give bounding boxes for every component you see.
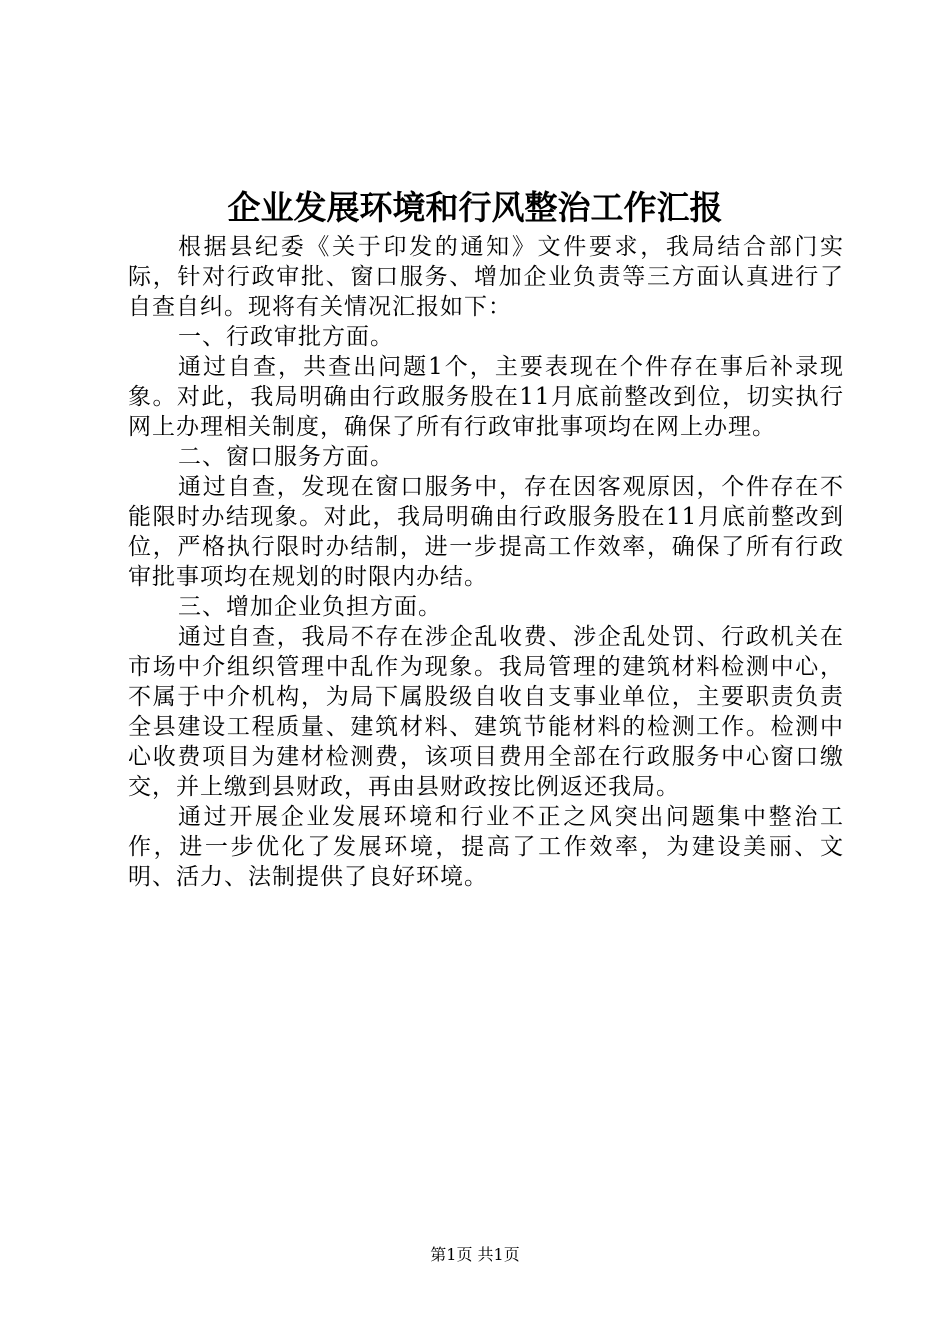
section-heading-2: 二、窗口服务方面。 <box>178 444 394 470</box>
paragraph-section-2: 通过自查，发现在窗口服务中，存在因客观原因，个件存在不能限时办结现象。对此，我局明确由行政服务股在11月底前整改到位，严格执行限时办结制，进一步提高工作效率，确保了所有行政审批事项均在规划的时限内办结。 <box>128 474 844 590</box>
paragraph-intro: 根据县纪委《关于印发的通知》文件要求，我局结合部门实际，针对行政审批、窗口服务、增加企业负责等三方面认真进行了自查自纠。现将有关情况汇报如下： <box>128 234 844 320</box>
paragraph-section-1: 通过自查，共查出问题1个，主要表现在个件存在事后补录现象。对此，我局明确由行政服务股在11月底前整改到位，切实执行网上办理相关制度，确保了所有行政审批事项均在网上办理。 <box>128 354 844 440</box>
document-body <box>128 232 844 892</box>
paragraph-section-3: 通过自查，我局不存在涉企乱收费、涉企乱处罚、行政机关在市场中介组织管理中乱作为现象。我局管理的建筑材料检测中心，不属于中介机构，为局下属股级自收自支事业单位，主要职责负责全县建设工程质量、建筑材料、建筑节能材料的检测工作。检测中心收费项目为建材检测费，该项目费用全部在行政服务中心窗口缴交，并上缴到县财政，再由县财政按比例返还我局。 <box>128 624 844 800</box>
document-title: 企业发展环境和行风整治工作汇报 <box>227 188 723 227</box>
section-heading-1: 一、行政审批方面。 <box>178 324 394 350</box>
paragraph-conclusion: 通过开展企业发展环境和行业不正之风突出问题集中整治工作，进一步优化了发展环境，提高了工作效率，为建设美丽、文明、活力、法制提供了良好环境。 <box>128 804 844 890</box>
section-heading-3: 三、增加企业负担方面。 <box>178 594 442 620</box>
page-number-footer: 第1页 共1页 <box>430 1245 520 1264</box>
